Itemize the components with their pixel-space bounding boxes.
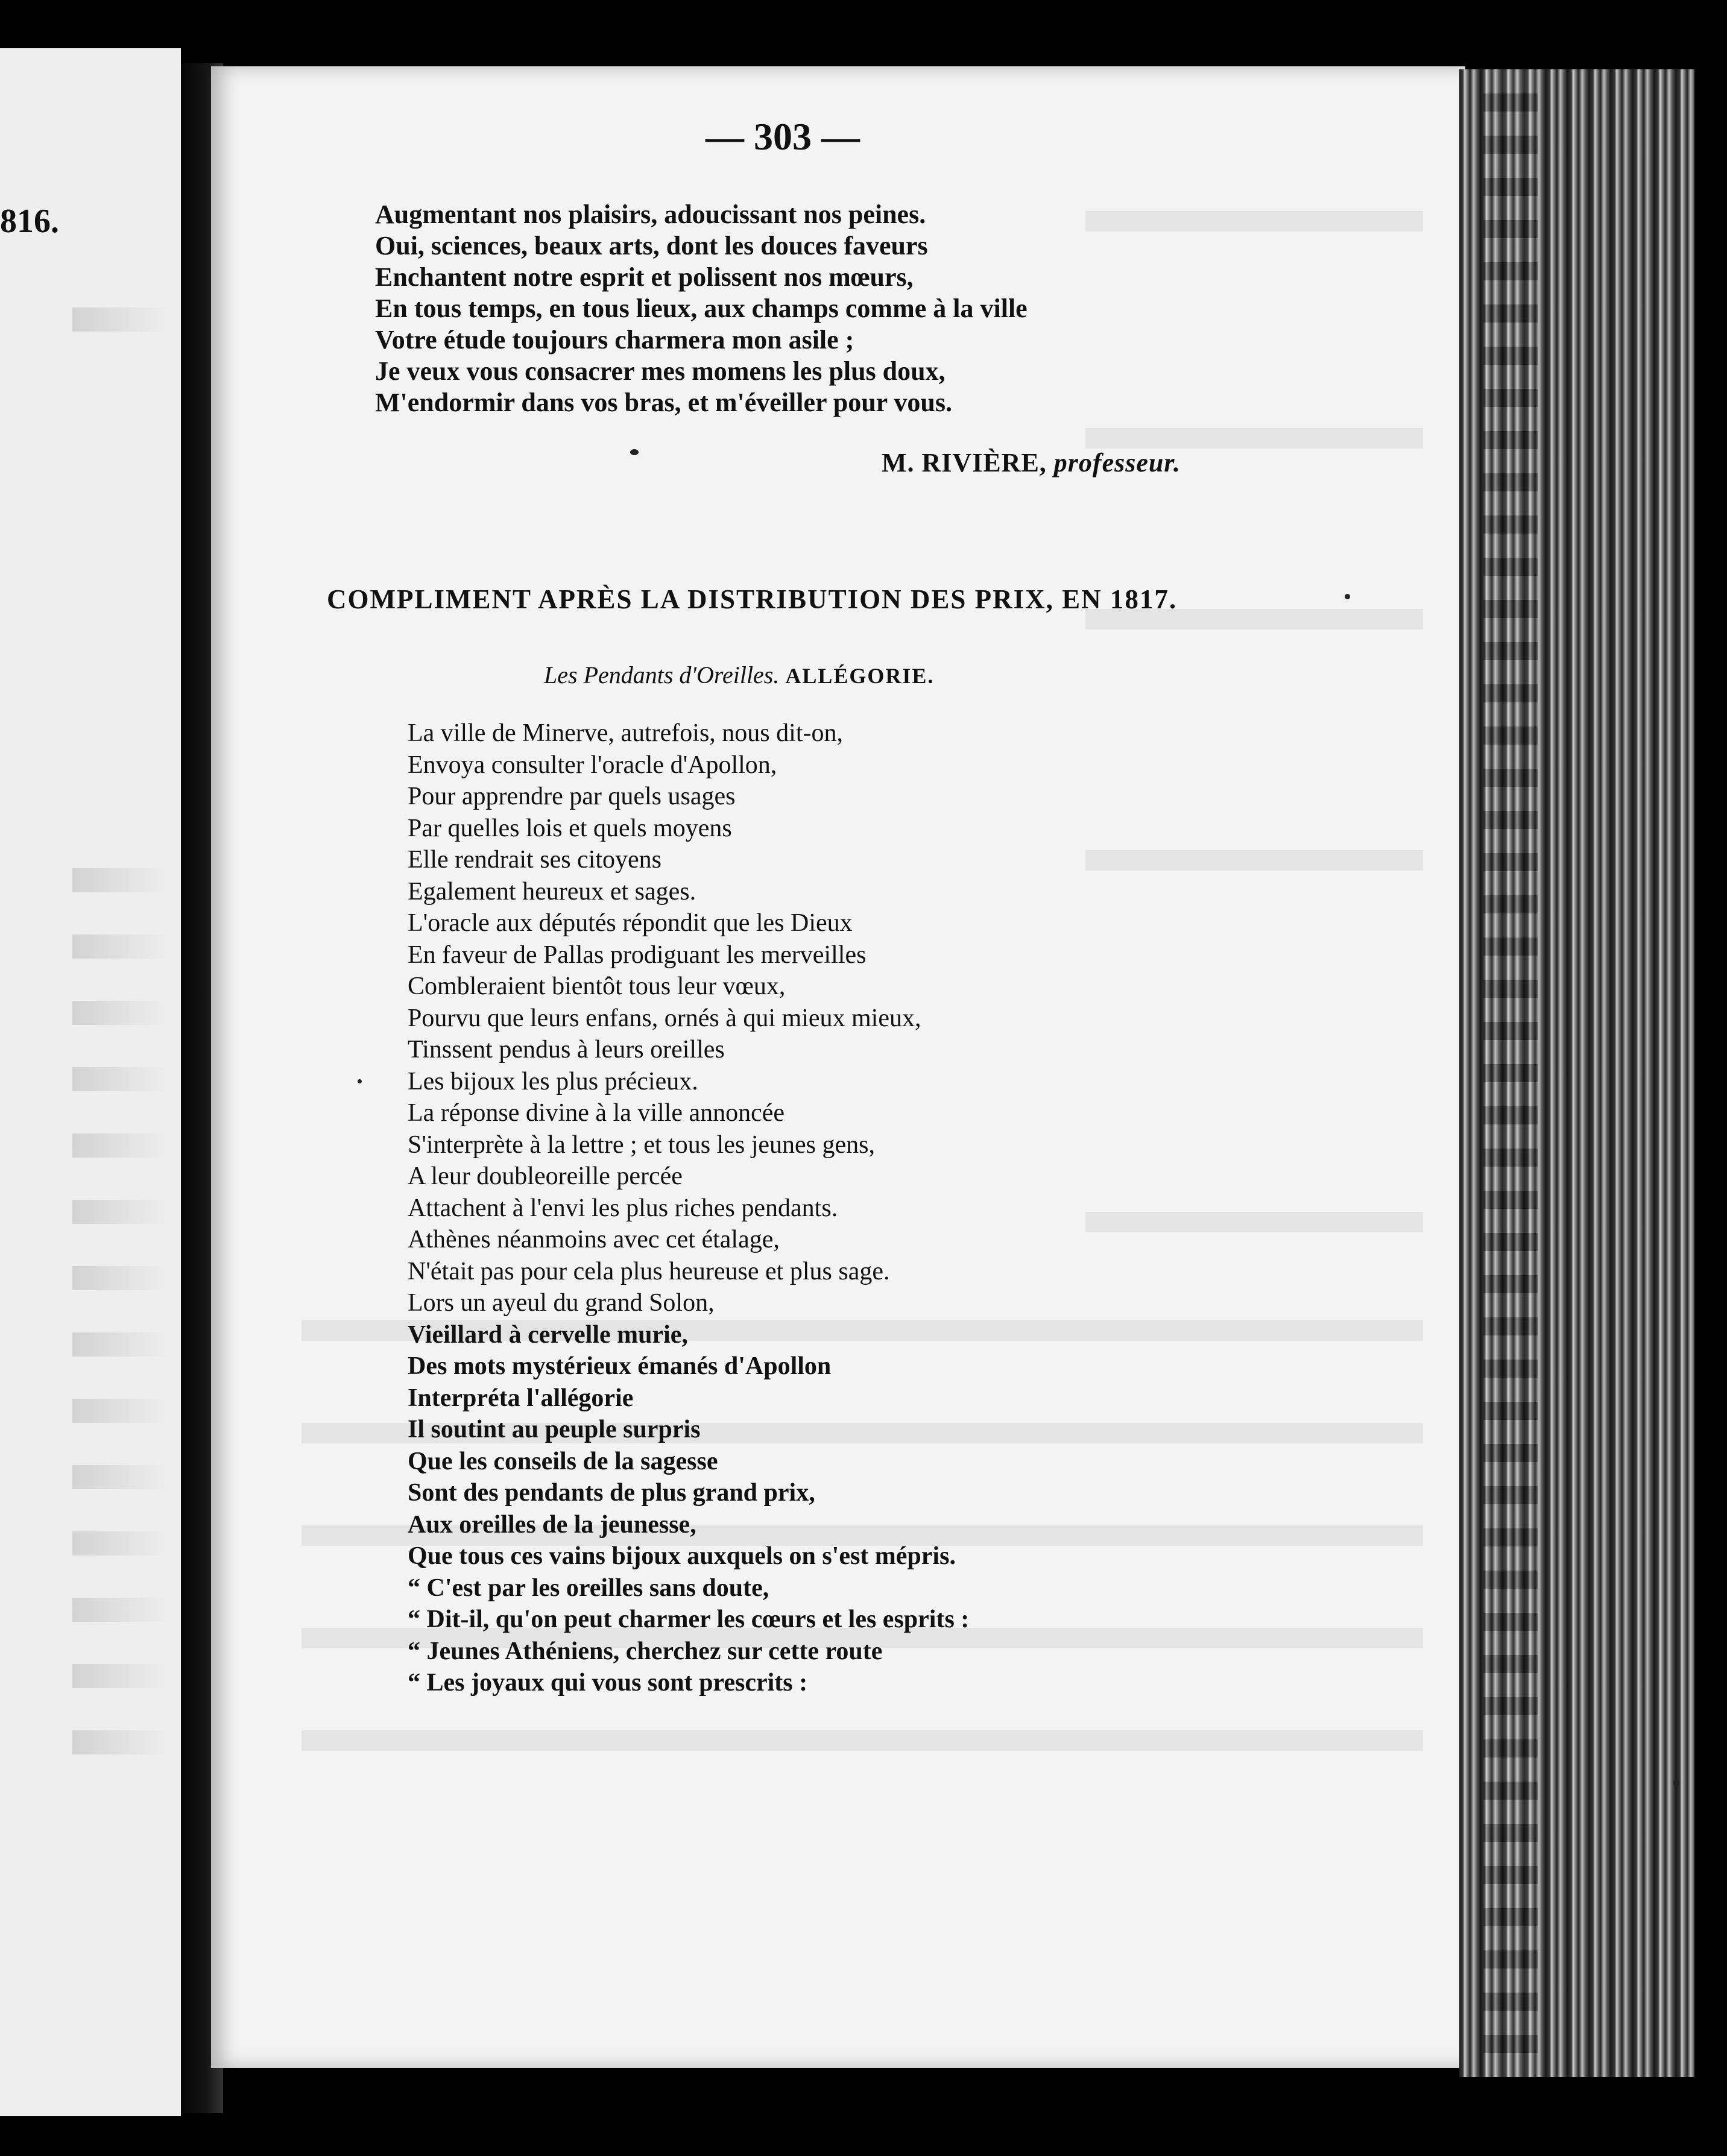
show-through — [1085, 850, 1423, 871]
poem-line: Les bijoux les plus précieux. — [408, 1067, 698, 1095]
poem-line: Pourvu que leurs enfans, ornés à qui mieux mieux, — [408, 1004, 921, 1032]
poem-line: La ville de Minerve, autrefois, nous dit-on, — [408, 719, 843, 747]
left-running-head: 816. — [0, 203, 59, 240]
left-bleed — [72, 1531, 169, 1556]
scan-speck — [1345, 594, 1350, 599]
verse-line: M'endormir dans vos bras, et m'éveiller pour vous. — [375, 388, 952, 417]
left-bleed — [72, 1664, 169, 1688]
left-bleed — [72, 1133, 169, 1158]
poem-line: Il soutint au peuple surpris — [408, 1416, 701, 1443]
show-through — [1085, 1212, 1423, 1232]
poem-line: Tinssent pendus à leurs oreilles — [408, 1036, 725, 1064]
poem-line: Par quelles lois et quels moyens — [408, 814, 732, 842]
left-bleed — [72, 1332, 169, 1357]
left-bleed — [72, 1399, 169, 1423]
left-bleed — [72, 1266, 169, 1290]
verse-line: Enchantent notre esprit et polissent nos mœurs, — [375, 262, 914, 292]
poem-line: “ Les joyaux qui vous sont prescrits : — [408, 1669, 808, 1697]
poem-line: L'oracle aux députés répondit que les Dieux — [408, 909, 853, 937]
section-subtitle — [544, 661, 934, 689]
poem-line: S'interprète à la lettre ; et tous les jeunes gens, — [408, 1130, 875, 1159]
show-through — [302, 1730, 1423, 1751]
poem-line: Elle rendrait ses citoyens — [408, 846, 662, 874]
poem — [408, 717, 969, 1699]
signature-name: M. RIVIÈRE, — [882, 448, 1047, 478]
verse-line: En tous temps, en tous lieux, aux champs comme à la ville — [375, 294, 1028, 323]
poem-line: La réponse divine à la ville annoncée — [408, 1099, 785, 1127]
verse-line: Je veux vous consacrer mes momens les plus doux, — [375, 356, 946, 386]
verse-line: Augmentant nos plaisirs, adoucissant nos peines. — [375, 200, 926, 229]
left-bleed — [72, 307, 169, 332]
poem-line: Attachent à l'envi les plus riches pendants. — [408, 1194, 838, 1222]
poem-line: “ C'est par les oreilles sans doute, — [408, 1574, 769, 1602]
verse-top — [375, 199, 1028, 418]
scan-speck — [1673, 1779, 1679, 1787]
poem-line: Athènes néanmoins avec cet étalage, — [408, 1226, 780, 1253]
verse-line: Votre étude toujours charmera mon asile ; — [375, 325, 854, 355]
poem-line: N'était pas pour cela plus heureuse et plus sage. — [408, 1257, 890, 1285]
left-bleed — [72, 935, 169, 959]
page-number: — 303 — — [706, 115, 860, 158]
left-bleed — [72, 1200, 169, 1224]
poem-line: Pour apprendre par quels usages — [408, 783, 736, 810]
left-bleed — [72, 1067, 169, 1091]
poem-line: Lors un ayeul du grand Solon, — [408, 1289, 715, 1317]
show-through — [1085, 211, 1423, 232]
poem-line: Sont des pendants de plus grand prix, — [408, 1479, 815, 1507]
subtitle-caps: ALLÉGORIE. — [785, 664, 935, 688]
show-through — [1085, 428, 1423, 449]
left-bleed — [72, 1465, 169, 1489]
poem-line: En faveur de Pallas prodiguant les merveilles — [408, 941, 867, 969]
poem-line: Interpréta l'allégorie — [408, 1384, 634, 1412]
signature — [882, 447, 1181, 478]
page-edges — [1459, 69, 1694, 2077]
poem-line: Aux oreilles de la jeunesse, — [408, 1510, 696, 1539]
poem-line: “ Dit-il, qu'on peut charmer les cœurs et les esprits : — [408, 1606, 970, 1633]
poem-line: “ Jeunes Athéniens, cherchez sur cette route — [408, 1637, 883, 1665]
signature-role: professeur. — [1053, 448, 1181, 478]
left-bleed — [72, 868, 169, 892]
verse-line: Oui, sciences, beaux arts, dont les douces faveurs — [375, 231, 928, 260]
poem-line: Que tous ces vains bijoux auxquels on s'est mépris. — [408, 1542, 956, 1570]
poem-line: Envoya consulter l'oracle d'Apollon, — [408, 751, 777, 779]
subtitle-italic: Les Pendants d'Oreilles. — [544, 661, 780, 689]
left-bleed — [72, 1598, 169, 1622]
poem-line: Combleraient bientôt tous leur vœux, — [408, 972, 786, 1000]
poem-line: A leur doubleoreille percée — [408, 1162, 683, 1190]
page-edges-fray — [1483, 69, 1538, 2077]
scan-speck — [358, 1079, 362, 1083]
poem-line: Des mots mystérieux émanés d'Apollon — [408, 1352, 832, 1380]
poem-line: Egalement heureux et sages. — [408, 877, 696, 906]
left-bleed — [72, 1001, 169, 1025]
left-bleed — [72, 1730, 169, 1754]
scan-speck — [630, 449, 639, 455]
poem-line: Vieillard à cervelle murie, — [408, 1320, 688, 1349]
section-heading: COMPLIMENT APRÈS LA DISTRIBUTION DES PRIX, EN 1817. — [327, 584, 1178, 614]
left-page — [0, 48, 181, 2116]
poem-line: Que les conseils de la sagesse — [408, 1447, 718, 1475]
